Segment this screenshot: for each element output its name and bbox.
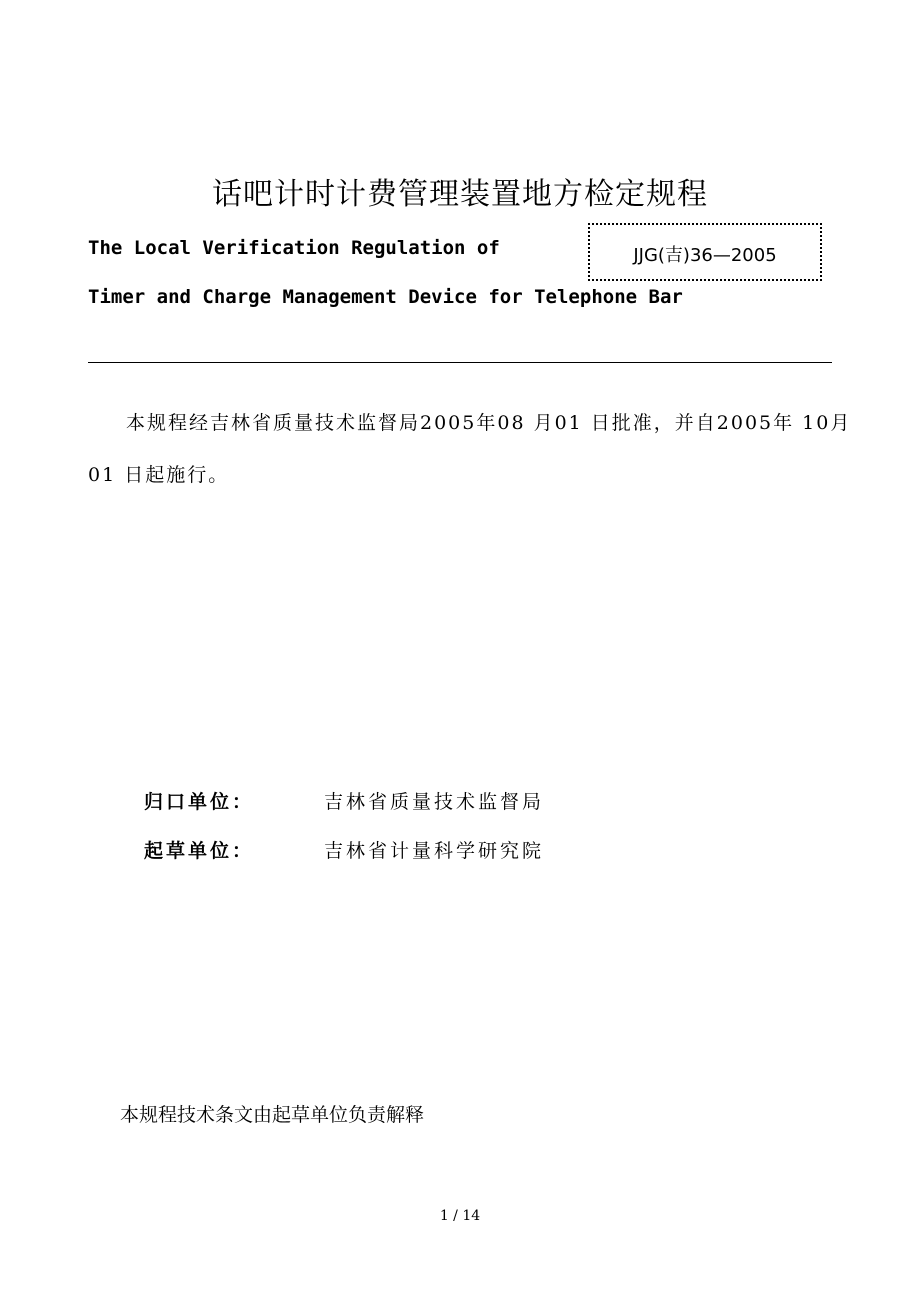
responsible-unit-row <box>144 789 544 815</box>
drafting-unit-row <box>144 838 544 864</box>
approval-statement: 本规程经吉林省质量技术监督局2005年08 月01 日批准，并自2005年 10月01 日起施行。 <box>88 412 852 486</box>
document-title-english-line1: The Local Verification Regulation of <box>88 237 500 259</box>
drafting-unit-label: 起草单位： <box>144 840 255 862</box>
regulation-code-box <box>588 223 822 281</box>
drafting-unit-value: 吉林省计量科学研究院 <box>324 840 545 862</box>
document-title-chinese: 话吧计时计费管理装置地方检定规程 <box>212 177 708 212</box>
regulation-code: JJG(吉)36—2005 <box>633 245 777 266</box>
document-title-english-line2: Timer and Charge Management Device for Telephone Bar <box>88 286 683 308</box>
page-number: 1 / 14 <box>439 1208 481 1224</box>
responsible-unit-label: 归口单位： <box>144 791 255 813</box>
horizontal-divider <box>88 362 832 363</box>
interpretation-note: 本规程技术条文由起草单位负责解释 <box>120 1104 425 1126</box>
responsible-unit-value: 吉林省质量技术监督局 <box>324 791 545 813</box>
